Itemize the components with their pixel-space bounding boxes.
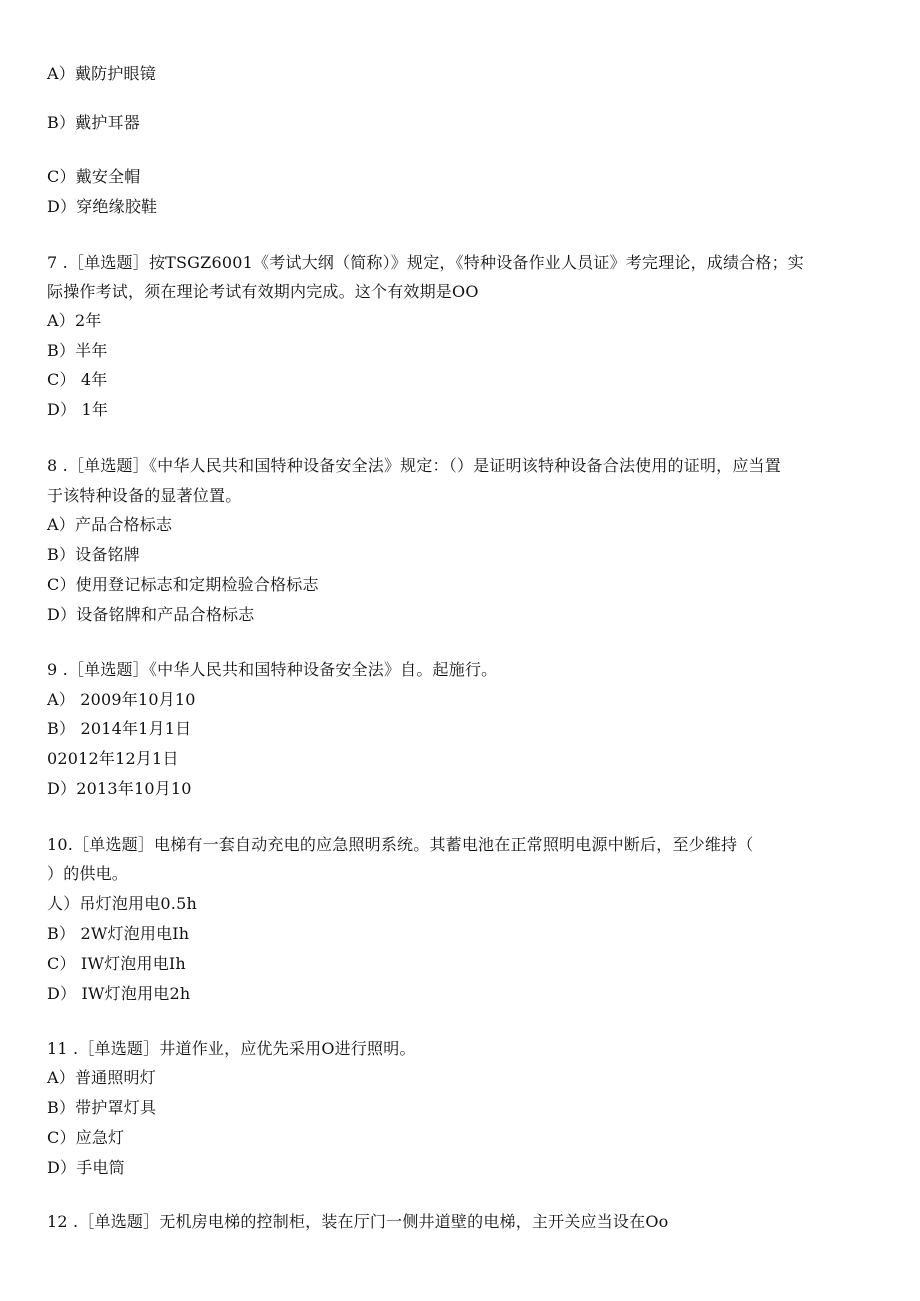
q8-stem-line1: 8 .［单选题］《中华人民共和国特种设备安全法》规定：（）是证明该特种设备合法使用的证明，应当置 — [47, 456, 781, 475]
q11-option-d: D）手电筒 — [47, 1158, 125, 1177]
q7-option-d: D） 1年 — [47, 400, 109, 419]
q11-option-c: C）应急灯 — [47, 1128, 125, 1147]
q8-option-b: B）设备铭牌 — [47, 545, 140, 564]
q11-stem-line1: 11 .［单选题］井道作业，应优先采用O进行照明。 — [47, 1039, 416, 1058]
q9-option-b: B） 2014年1月1日 — [47, 719, 192, 738]
q8-option-d: D）设备铭牌和产品合格标志 — [47, 605, 255, 624]
q10-option-d: D） IW灯泡用电2h — [47, 984, 191, 1003]
q10-stem-line2: ）的供电。 — [47, 864, 129, 883]
q10-option-c: C） IW灯泡用电Ih — [47, 954, 186, 973]
q9-option-d: D）2013年10月10 — [47, 779, 192, 798]
q10-option-a: 人）吊灯泡用电0.5h — [47, 894, 197, 913]
q11-option-b: B）带护罩灯具 — [47, 1098, 157, 1117]
q7-stem-line1: 7 .［单选题］按TSGZ6001《考试大纲（简称）》规定，《特种设备作业人员证》考完理论，成绩合格；实 — [47, 253, 805, 272]
q11-option-a: A）普通照明灯 — [47, 1068, 156, 1087]
q6-option-a: A）戴防护眼镜 — [47, 64, 156, 83]
q7-option-a: A）2年 — [47, 311, 102, 330]
q10-stem-line1: 10.［单选题］电梯有一套自动充电的应急照明系统。其蓄电池在正常照明电源中断后，至少维持（ — [47, 835, 754, 854]
q9-option-a: A） 2009年10月10 — [47, 690, 196, 709]
q9-option-c: 02012年12月1日 — [47, 749, 179, 768]
q8-option-a: A）产品合格标志 — [47, 515, 173, 534]
q8-option-c: C）使用登记标志和定期检验合格标志 — [47, 575, 319, 594]
q6-option-c: C）戴安全帽 — [47, 167, 141, 186]
q6-option-b: B）戴护耳器 — [47, 113, 140, 132]
q6-option-d: D）穿绝缘胶鞋 — [47, 197, 158, 216]
q9-stem-line1: 9 .［单选题］《中华人民共和国特种设备安全法》自。起施行。 — [47, 660, 498, 679]
q7-option-c: C） 4年 — [47, 370, 108, 389]
q10-option-b: B） 2W灯泡用电Ih — [47, 924, 190, 943]
q12-stem-line1: 12 .［单选题］无机房电梯的控制柜，装在厅门一侧井道壁的电梯，主开关应当设在Oo — [47, 1212, 669, 1231]
q8-stem-line2: 于该特种设备的显著位置。 — [47, 486, 242, 505]
q7-option-b: B）半年 — [47, 341, 108, 360]
q7-stem-line2: 际操作考试，须在理论考试有效期内完成。这个有效期是OO — [47, 282, 479, 301]
